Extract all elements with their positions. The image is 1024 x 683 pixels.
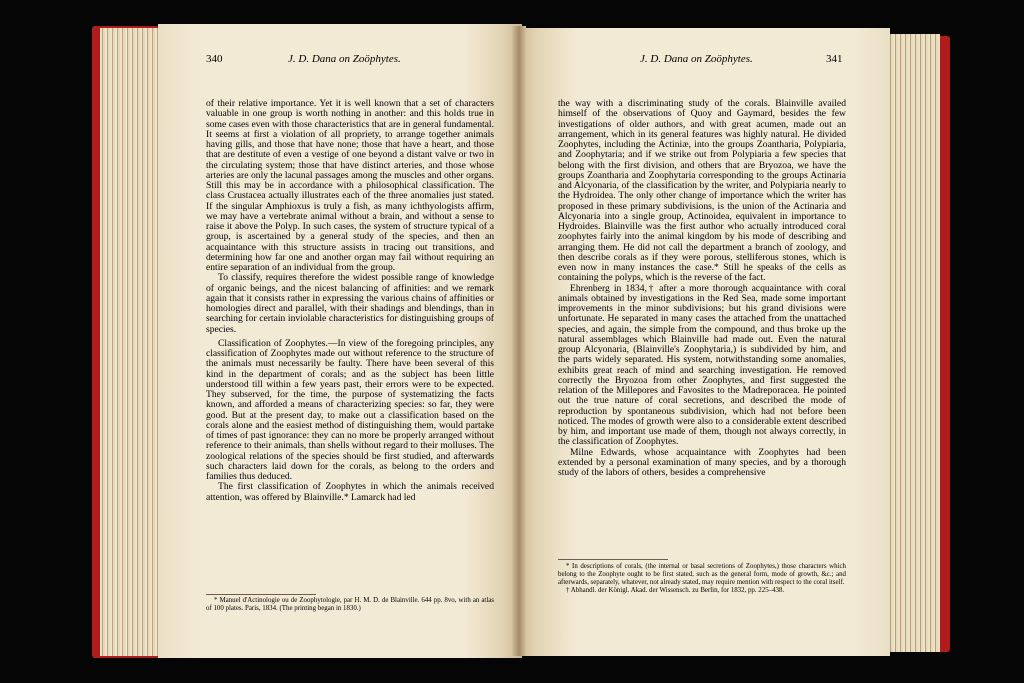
right-paragraph-2: Ehrenberg in 1834,† after a more thorough acquaintance with coral animals obtained by investigations in the Red Sea, made some important improvements in the minor subdivisions; but his grand divisions were unfortunate. He separated in many cases the attached from the unattached species, and again, the simple from the compound, and thus broke up the natural assemblages which Blainville had made out. Even the natural group Alcyonaria, (Blainville's Zoophytaria,) is subdivided by him, and the parts widely separated. His system, notwithstanding some anomalies, exhibits great reach of mind and searching investigation. He removed correctly the Bryozoa from other Zoophytes, and first suggested the relation of the Millepores and Favosites to the Madreporacea. He pointed out the true nature of coral secretions, and described the mode of reproduction by spontaneous subdivision, which had not before been noticed. The modes of growth were also to a considerable extent described by him, and important use made of them, though not always correctly, in the classification of Zoophytes. [558, 282, 846, 448]
right-footnote-1: * In descriptions of corals, (the internal or basal secretions of Zoophytes,) those characters which belong to the Zoophyte ought to be first stated, such as the general form, mode of growth, &c.; and afterwards, separately, whatever, not already stated, may require mention with respect to the coral itself. [558, 563, 846, 586]
left-paragraph-2: To classify, requires therefore the widest possible range of knowledge of organic beings, and the nicest balancing of affinities: and we remark again that it consists rather in expressing the various chains of affinities or homologies direct and parallel, with their shadings and blendings, than in searching for certain inviolable characteristics for distinguishing groups of species. [206, 272, 494, 335]
left-running-head [206, 52, 506, 66]
book-gutter [512, 26, 526, 656]
left-paragraph-4: The first classification of Zoophytes in which the animals received attention, was offered by Blainville.* Lamarck had led [206, 481, 494, 503]
right-paragraph-1: the way with a discriminating study of the corals. Blainville availed himself of the observations of Quoy and Gaymard, besides the few investigations of older authors, and with great acumen, made out an arrangement, which in its general features was highly natural. He divided Zoophytes, including the Actiniæ, into the groups Zoantharia, Polypiaria, and Zoophytaria; and if we strike out from Polypiaria a few species that belong with the first division, and others that are Bryozoa, we have the groups Zoantharia and Zoophytaria corresponding to the groups Actinaria and Alcyonaria, of the classification by the writer, and Polypiaria nearly to the Hydroidea. The only other change of importance which the writer has proposed in these primary subdivisions, is the union of the Actinaria and Alcyonaria into a single group, Actinoidea, equivalent in importance to Hydroides. Blainville was the first author who actually introduced coral zoophytes fairly into the animal kingdom by his mode of describing and arranging them. He did not call the department a branch of zoology, and then describe corals as if they were porous, stelliferous stones, which is even now in many instances the case.* Still he speaks of the cells as containing the polyps, which is the reverse of the fact. [558, 98, 846, 284]
left-body-text [206, 99, 494, 503]
left-footnote-text: * Manuel d'Actinologie ou de Zoophytologie, par H. M. D. de Blainville. 644 pp. 8vo, with an atlas of 100 plates. Paris, 1834. (The printing began in 1830.) [206, 597, 494, 612]
right-footnotes [558, 563, 846, 595]
right-running-head [560, 52, 850, 66]
page-edges-right [888, 34, 940, 652]
right-running-title: J. D. Dana on Zoöphytes. [640, 53, 753, 65]
left-paragraph-1: of their relative importance. Yet it is well known that a set of characters valuable in one group is worth nothing in another: and this holds true in some cases even with those characteristics that are in general fundamental. It seems at first a violation of all propriety, to arrange together animals having gills, and those that have none; those that have a heart, and those that are destitute of even a vestige of one beyond a distant valve or two in the circulating system; those that have distinct arteries, and those whose arteries are only the lacunal passages among the muscles and other organs. Still this may be in accordance with a philosophical classification. The class Crustacea actually illustrates each of the three anomalies just stated. If the singular Amphioxus is truly a fish, as many ichthyologists affirm, we may have a vertebrate animal without a brain, and without a sense to raise it above the Polyp. In such cases, the system of structure typical of a group, is ascertained by a general study of the species, and then an acquaintance with this structure assists in tracing out transitions, and determining how far one and another organ may fail without requiring an entire separation of an individual from the group. [206, 98, 494, 273]
right-footnote-rule [558, 559, 668, 560]
left-running-title: J. D. Dana on Zoöphytes. [288, 53, 401, 65]
left-page-number: 340 [206, 53, 223, 65]
page-edges-left [100, 28, 162, 656]
left-paragraph-3: Classification of Zoophytes.—In view of the foregoing principles, any classification of Zoophytes made out without reference to the structure of the animals must necessarily be faulty. There have been several of this kind in the department of corals; and as the subject has been little understood till within a few years past, their errors were to be expected. They subserved, for the time, the purpose of systematizing the facts known, and afforded a means of characterizing species: so far, they were good. But at the present day, to make out a classification based on the corals alone and the easiest method of distinguishing them, would partake of times of past ignorance: they can no more be properly arranged without reference to their animals, than shells without regard to their molluses. The zoological relations of the species should be first studied, and afterwards such characters laid down for the corals, as belong to the orders and families thus deduced. [206, 337, 494, 482]
left-footnote [206, 597, 494, 613]
right-body-text [558, 99, 846, 478]
right-page-number: 341 [826, 53, 843, 65]
right-footnote-2: † Abhandl. der Königl. Akad. der Wissensch. zu Berlin, for 1832, pp. 225–438. [566, 587, 785, 594]
left-footnote-rule [206, 594, 316, 595]
right-paragraph-3: Milne Edwards, whose acquaintance with Zoophytes had been extended by a personal examination of many species, and by a thorough study of the labors of others, besides a comprehensive [558, 446, 846, 478]
